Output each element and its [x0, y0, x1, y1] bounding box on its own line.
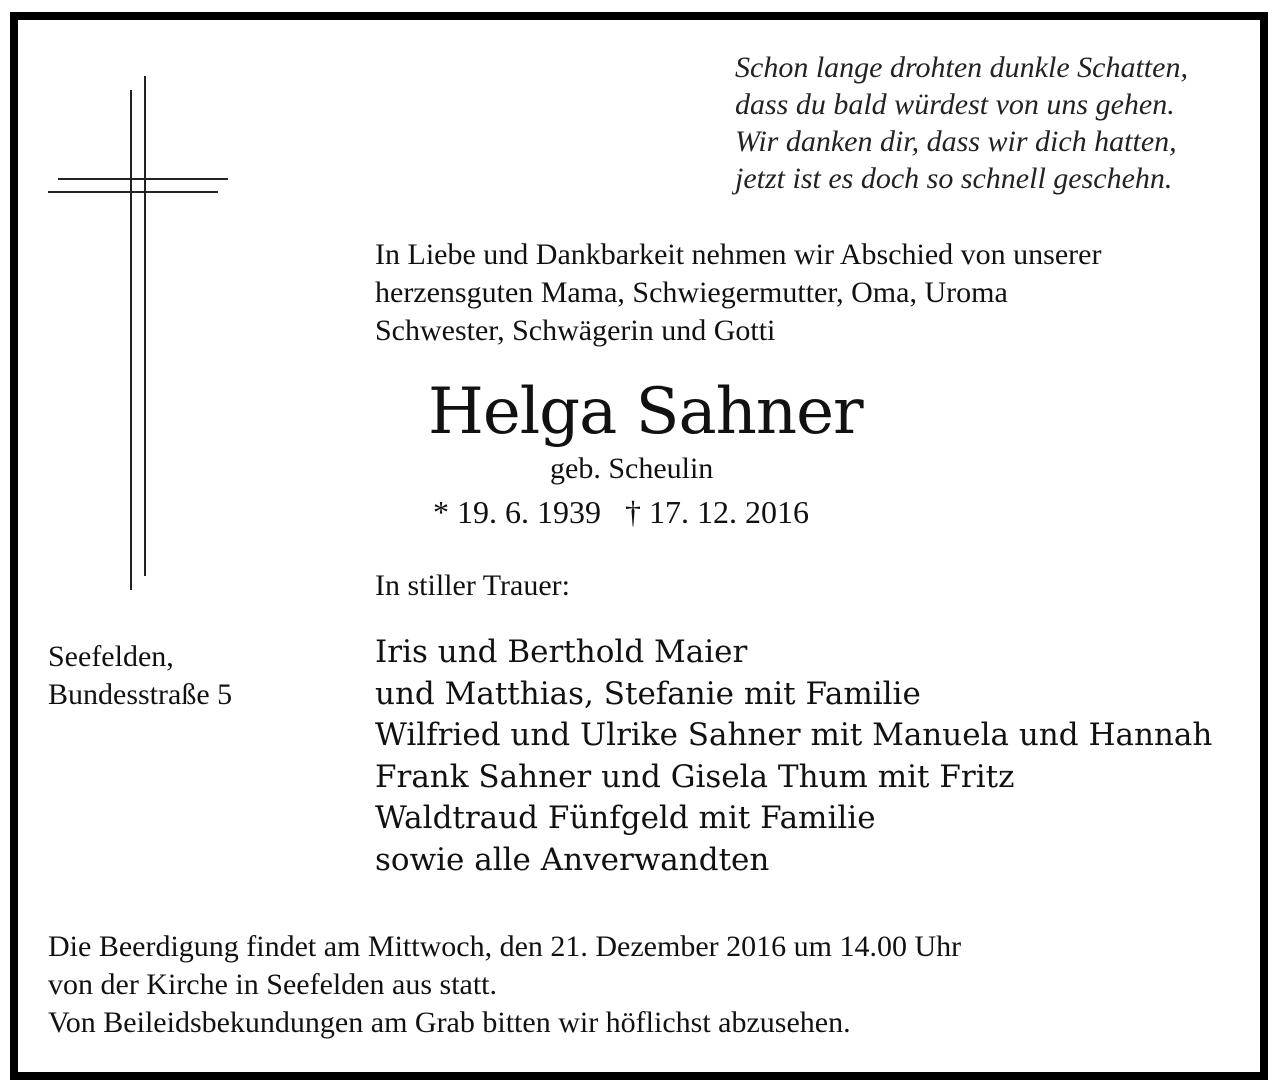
family-line: sowie alle Anverwandten	[375, 841, 770, 878]
birth-date: * 19. 6. 1939	[433, 494, 601, 530]
cross-horizontal-line	[48, 191, 218, 193]
funeral-line: von der Kirche in Seefelden aus statt.	[48, 968, 498, 1001]
family-line: Waldtraud Fünfgeld mit Familie	[375, 800, 876, 837]
funeral-line: Von Beileidsbekundungen am Grab bitten wir höflichst abzusehen.	[48, 1006, 851, 1039]
address-line: Seefelden,	[48, 640, 174, 673]
family-line: Iris und Berthold Maier	[375, 634, 748, 670]
poem-line: Wir danken dir, dass wir dich hatten,	[735, 125, 1177, 158]
poem-line: dass du bald würdest von uns gehen.	[735, 88, 1175, 121]
poem	[735, 49, 1188, 197]
life-dates	[433, 493, 809, 531]
funeral-line: Die Beerdigung findet am Mittwoch, den 21. Dezember 2016 um 14.00 Uhr	[48, 930, 962, 963]
intro-text	[375, 236, 1101, 350]
poem-line: jetzt ist es doch so schnell geschehn.	[735, 162, 1173, 195]
mourning-label: In stiller Trauer:	[375, 569, 570, 602]
death-date: † 17. 12. 2016	[625, 494, 809, 530]
family-line: Frank Sahner und Gisela Thum mit Fritz	[375, 758, 1015, 795]
birth-name: geb. Scheulin	[550, 452, 714, 485]
cross-horizontal-line	[58, 178, 228, 180]
intro-line: In Liebe und Dankbarkeit nehmen wir Abschied von unserer	[375, 238, 1102, 271]
family-list	[375, 632, 1212, 882]
cross-vertical-line	[144, 76, 146, 576]
address	[48, 638, 232, 714]
poem-line: Schon lange drohten dunkle Schatten,	[735, 51, 1188, 84]
deceased-name: Helga Sahner	[428, 375, 863, 449]
address-line: Bundesstraße 5	[48, 678, 233, 711]
intro-line: Schwester, Schwägerin und Gotti	[375, 314, 776, 347]
cross-vertical-line	[130, 90, 132, 590]
family-line: und Matthias, Stefanie mit Familie	[375, 675, 921, 712]
funeral-info	[48, 928, 961, 1042]
intro-line: herzensguten Mama, Schwiegermutter, Oma, Uroma	[375, 276, 1008, 309]
family-line: Wilfried und Ulrike Sahner mit Manuela und Hannah	[375, 717, 1213, 754]
